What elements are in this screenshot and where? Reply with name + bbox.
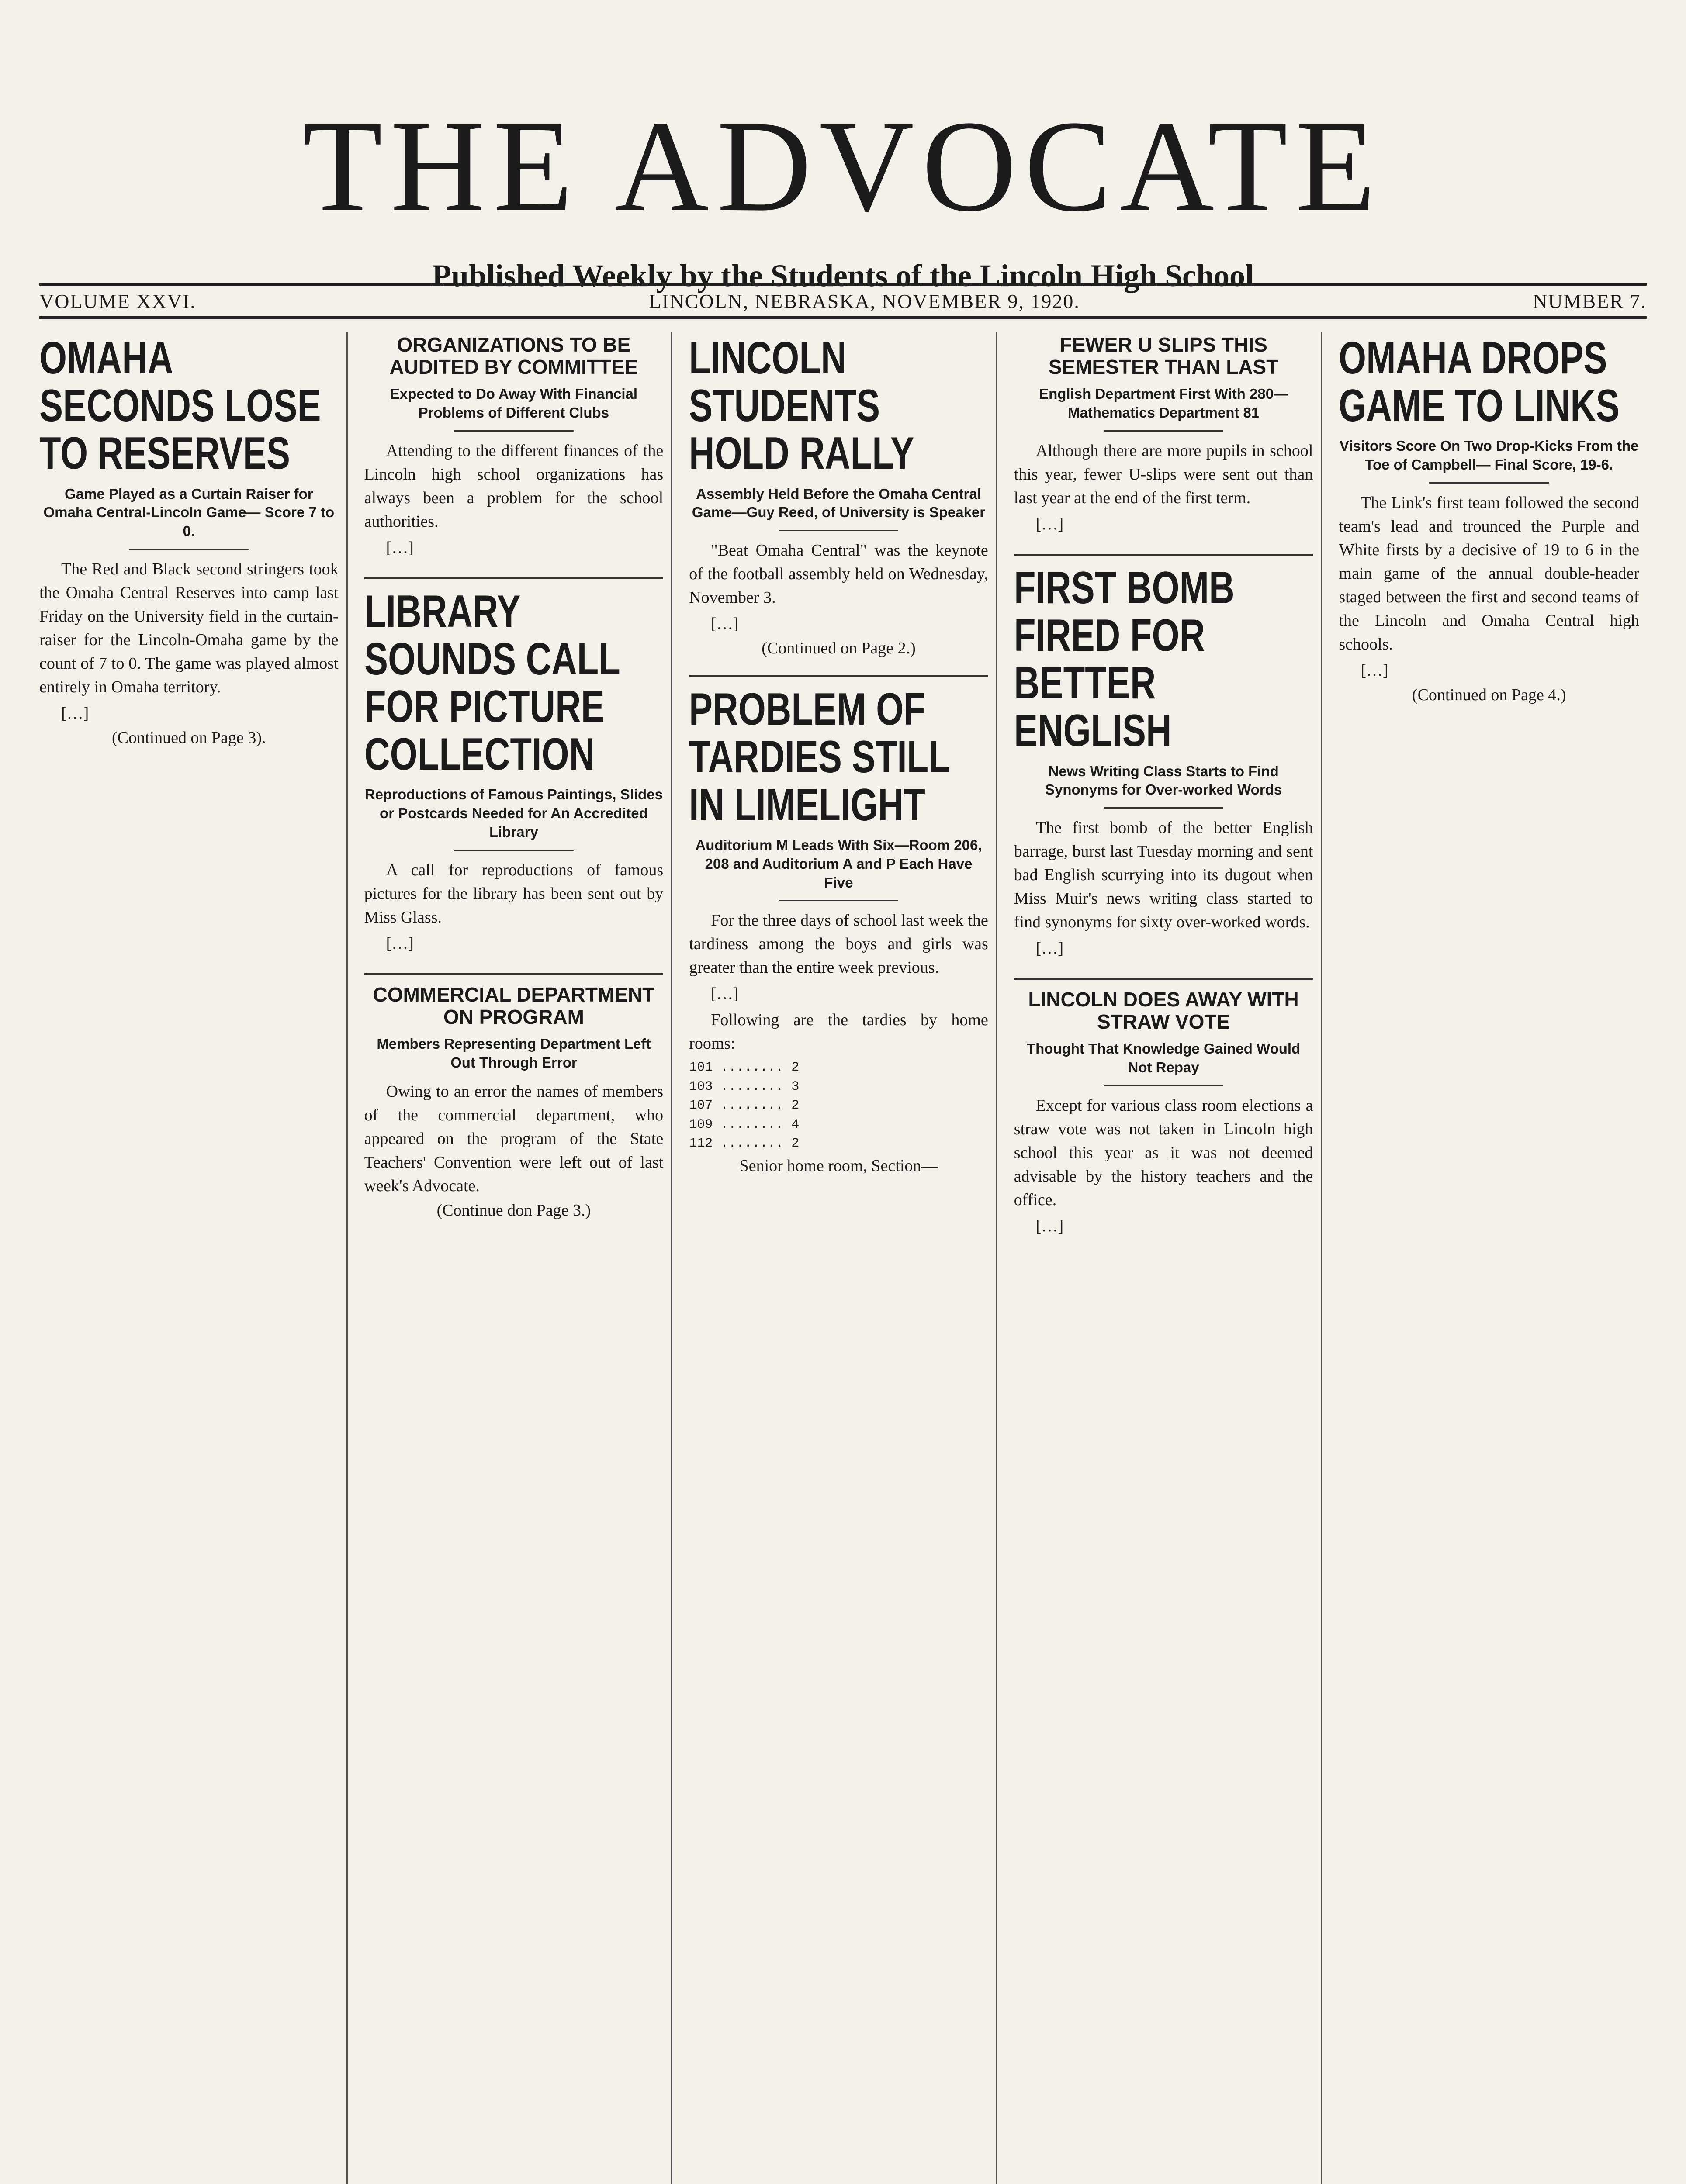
continuation: (Continue don Page 3.) <box>436 1201 591 1220</box>
divider <box>1104 430 1223 432</box>
issue-number: NUMBER 7. <box>1533 290 1647 312</box>
divider <box>1014 554 1313 556</box>
divider <box>1429 482 1549 484</box>
headline: FEWER U SLIPS THIS SEMESTER THAN LAST <box>1048 333 1279 378</box>
deck: Assembly Held Before the Omaha Central Game—Guy Reed, of University is Speaker <box>692 485 986 521</box>
roster-row: 107 ........ 2 <box>689 1098 800 1113</box>
deck: Expected to Do Away With Financial Problems of Different Clubs <box>390 386 638 421</box>
divider <box>454 430 574 432</box>
article-straw-vote <box>1014 988 1313 1238</box>
paragraph: […] <box>61 704 89 722</box>
continuation: (Continued on Page 4.) <box>1412 685 1566 704</box>
tardy-roster <box>689 1058 988 1154</box>
paragraph: For the three days of school last week the tardiness among the boys and girls was greater than the entire week previous. <box>689 911 988 977</box>
divider <box>689 675 988 677</box>
article-library <box>364 588 664 956</box>
newspaper-title: THE ADVOCATE <box>302 93 1384 238</box>
divider <box>779 900 899 901</box>
paragraph: […] <box>386 538 414 557</box>
headline: PROBLEM OF TARDIES STILL IN LIMELIGHT <box>689 684 950 830</box>
headline: LINCOLN STUDENTS HOLD RALLY <box>689 333 914 479</box>
headline: FIRST BOMB FIRED FOR BETTER ENGLISH <box>1014 562 1235 757</box>
article-omaha-seconds <box>39 335 339 747</box>
senior-rooms-label: Senior home room, Section— <box>739 1156 938 1175</box>
roster-title: Following are the tardies by home rooms: <box>689 1011 988 1053</box>
paragraph: The first bomb of the better English barrage, burst last Tuesday morning and sent bad English scurrying into its dugout when Miss Muir's news writing class started to find synonyms for sixty over-worked words. <box>1014 819 1313 932</box>
volume: VOLUME XXVI. <box>39 290 196 312</box>
paragraph: […] <box>711 615 739 633</box>
article-organizations <box>364 334 664 560</box>
article-u-slips <box>1014 334 1313 536</box>
deck: Members Representing Department Left Out Through Error <box>377 1036 651 1071</box>
article-rally <box>689 335 988 658</box>
roster-row: 103 ........ 3 <box>689 1079 800 1094</box>
headline: OMAHA DROPS GAME TO LINKS <box>1339 333 1620 432</box>
headline: LINCOLN DOES AWAY WITH STRAW VOTE <box>1028 988 1299 1033</box>
continuation: (Continued on Page 2.) <box>762 639 916 658</box>
divider <box>364 577 664 579</box>
paragraph: […] <box>711 985 739 1003</box>
place-date: LINCOLN, NEBRASKA, NOVEMBER 9, 1920. <box>649 290 1080 312</box>
deck: Visitors Score On Two Drop-Kicks From the Toe of Campbell— Final Score, 19-6. <box>1339 438 1639 473</box>
paragraph: […] <box>386 934 414 953</box>
roster-row: 101 ........ 2 <box>689 1060 800 1075</box>
article-commercial <box>364 984 664 1220</box>
paragraph: A call for reproductions of famous pictures for the library has been sent out by Miss Glass. <box>364 861 664 927</box>
divider <box>1104 1085 1223 1086</box>
column-2 <box>364 332 673 2184</box>
article-tardies <box>689 686 988 1175</box>
divider <box>129 549 249 550</box>
continuation: (Continued on Page 3). <box>112 728 266 747</box>
paragraph: The Red and Black second stringers took the Omaha Central Reserves into camp last Friday on the University field in the curtain-raiser for the Lincoln-Omaha game by the count of 7 to 0. The game was played almost entirely in Omaha territory. <box>39 560 339 696</box>
headline: COMMERCIAL DEPARTMENT ON PROGRAM <box>373 983 655 1028</box>
divider <box>454 850 574 851</box>
paragraph: […] <box>1035 515 1064 533</box>
dateline <box>39 283 1647 319</box>
paragraph: […] <box>1035 1216 1064 1235</box>
column-3 <box>689 332 997 2184</box>
headline: LIBRARY SOUNDS CALL FOR PICTURE COLLECTION <box>364 586 620 780</box>
deck: Reproductions of Famous Paintings, Slides or Postcards Needed for An Accredited Library <box>364 786 663 840</box>
deck: Auditorium M Leads With Six—Room 206, 208 and Auditorium A and P Each Have Five <box>695 836 982 891</box>
paragraph: "Beat Omaha Central" was the keynote of the football assembly held on Wednesday, November 3. <box>689 541 988 607</box>
article-links <box>1339 335 1639 705</box>
article-first-bomb <box>1014 564 1313 961</box>
deck: Thought That Knowledge Gained Would Not Repay <box>1026 1040 1301 1076</box>
column-1 <box>39 332 348 2184</box>
column-4 <box>1014 332 1322 2184</box>
deck: News Writing Class Starts to Find Synonyms for Over-worked Words <box>1045 763 1282 798</box>
paragraph: The Link's first team followed the second team's lead and trounced the Purple and White firsts by a decisive of 19 to 6 in the main game of the annual double-header staged between the first and second teams of the Lincoln and Omaha Central high schools. <box>1339 494 1639 653</box>
roster-row: 112 ........ 2 <box>689 1136 800 1151</box>
paragraph: […] <box>1361 661 1388 680</box>
paragraph: Except for various class room elections a straw vote was not taken in Lincoln high school this year as it was not deemed advisable by the history teachers and the office. <box>1014 1096 1313 1209</box>
news-columns <box>39 332 1647 2184</box>
divider <box>364 973 664 975</box>
paragraph: Owing to an error the names of members of the commercial department, who appeared on the program of the State Teachers' Convention were left out of last week's Advocate. <box>364 1082 664 1195</box>
paragraph: Although there are more pupils in school this year, fewer U-slips were sent out than last year at the end of the first term. <box>1014 441 1313 507</box>
masthead <box>0 93 1686 294</box>
divider <box>1014 978 1313 980</box>
paragraph: […] <box>1035 939 1064 958</box>
roster-row: 109 ........ 4 <box>689 1117 800 1132</box>
deck: English Department First With 280— Mathematics Department 81 <box>1039 386 1288 421</box>
column-5 <box>1339 332 1647 2184</box>
paragraph: Attending to the different finances of the Lincoln high school organizations has always been a problem for the school authorities. <box>364 441 664 531</box>
newspaper-subtitle: Published Weekly by the Students of the Lincoln High School <box>432 258 1254 293</box>
divider <box>1104 807 1223 809</box>
divider <box>779 530 899 531</box>
deck: Game Played as a Curtain Raiser for Omaha Central-Lincoln Game— Score 7 to 0. <box>43 485 335 539</box>
headline: ORGANIZATIONS TO BE AUDITED BY COMMITTEE <box>389 333 638 378</box>
headline: OMAHA SECONDS LOSE TO RESERVES <box>39 333 321 479</box>
